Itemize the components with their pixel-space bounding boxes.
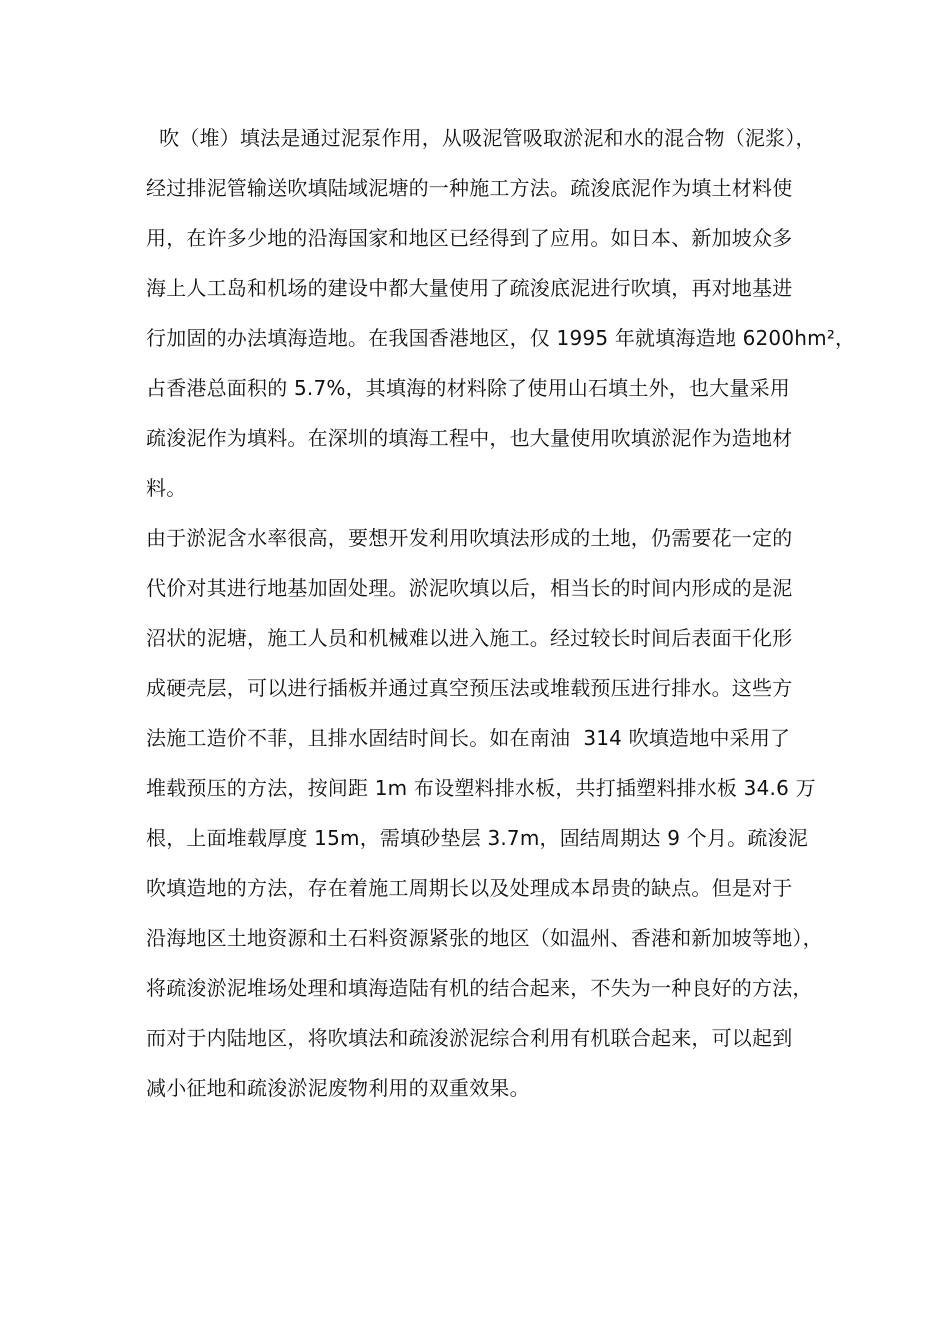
- text-line: 而对于内陆地区，将吹填法和疏浚淤泥综合利用有机联合起来，可以起到: [146, 1026, 793, 1050]
- text-line: 减小征地和疏浚淤泥废物利用的双重效果。: [146, 1076, 530, 1100]
- text-line: 海上人工岛和机场的建设中都大量使用了疏浚底泥进行吹填，再对地基进: [146, 276, 793, 300]
- text-line: 堆载预压的方法，按间距 1m 布设塑料排水板，共打插塑料排水板 34.6 万: [146, 776, 816, 800]
- text-line: 料。: [146, 476, 187, 500]
- text-line: 法施工造价不菲，且排水固结时间长。如在南油 314 吹填造地中采用了: [146, 726, 791, 750]
- text-line: 用，在许多少地的沿海国家和地区已经得到了应用。如日本、新加坡众多: [146, 226, 793, 250]
- text-line: 根，上面堆载厚度 15m，需填砂垫层 3.7m，固结周期达 9 个月。疏浚泥: [146, 826, 808, 850]
- text-line: 疏浚泥作为填料。在深圳的填海工程中，也大量使用吹填淤泥作为造地材: [146, 426, 793, 450]
- text-line: 代价对其进行地基加固处理。淤泥吹填以后，相当长的时间内形成的是泥: [146, 576, 793, 600]
- text-line: 沿海地区土地资源和土石料资源紧张的地区（如温州、香港和新加坡等地），: [146, 926, 823, 950]
- text-line: 行加固的办法填海造地。在我国香港地区，仅 1995 年就填海造地 6200hm²，: [146, 326, 856, 350]
- text-line: 由于淤泥含水率很高，要想开发利用吹填法形成的土地，仍需要花一定的: [146, 526, 793, 550]
- text-line: 吹（堆）填法是通过泥泵作用，从吸泥管吸取淤泥和水的混合物（泥浆），: [146, 126, 816, 150]
- text-line: 吹填造地的方法，存在着施工周期长以及处理成本昂贵的缺点。但是对于: [146, 876, 793, 900]
- text-line: 占香港总面积的 5.7%，其填海的材料除了使用山石填土外，也大量采用: [146, 376, 790, 400]
- text-line: 成硬壳层，可以进行插板并通过真空预压法或堆载预压进行排水。这些方: [146, 676, 793, 700]
- text-line: 沼状的泥塘，施工人员和机械难以进入施工。经过较长时间后表面干化形: [146, 626, 793, 650]
- text-line: 将疏浚淤泥堆场处理和填海造陆有机的结合起来，不失为一种良好的方法，: [146, 976, 813, 1000]
- text-line: 经过排泥管输送吹填陆域泥塘的一种施工方法。疏浚底泥作为填土材料使: [146, 176, 793, 200]
